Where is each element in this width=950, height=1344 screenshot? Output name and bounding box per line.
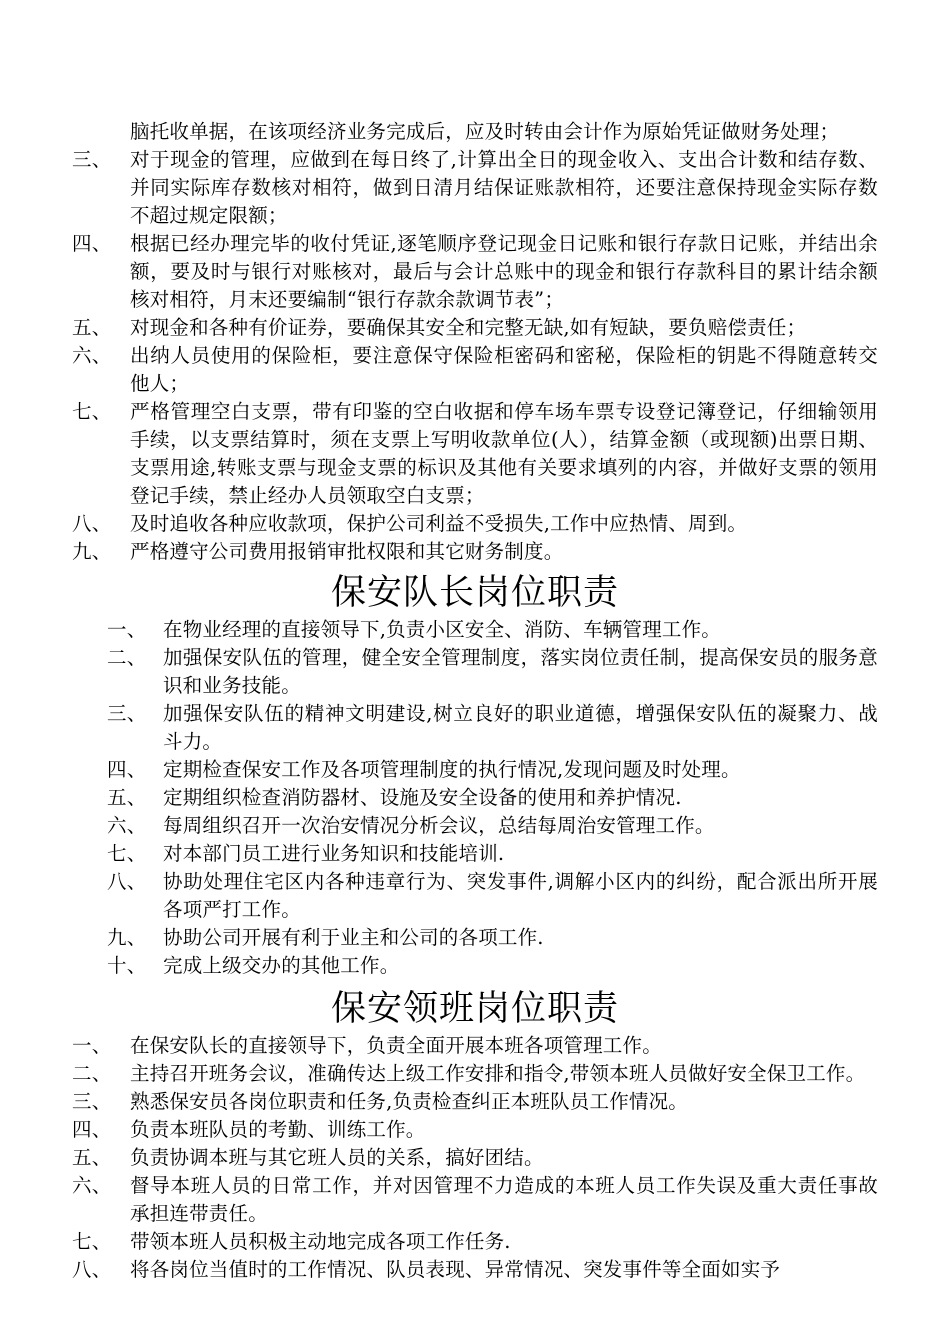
item-number: 七、: [72, 1230, 112, 1253]
item-text: 负责本班队员的考勤、训练工作。: [130, 1118, 426, 1141]
item-text: 带领本班人员积极主动地完成各项工作任务.: [130, 1230, 511, 1253]
list-item: [0, 644, 950, 700]
item-text: 定期组织检查消防器材、设施及安全设备的使用和养护情况.: [163, 786, 682, 809]
item-number: 九、: [107, 926, 147, 949]
item-number: 四、: [107, 758, 147, 781]
list-item: [0, 146, 950, 230]
item-number: 七、: [107, 842, 147, 865]
item-number: 四、: [72, 1118, 112, 1141]
item-number: 一、: [107, 618, 147, 641]
item-text: 出纳人员使用的保险柜，要注意保守保险柜密码和密秘，保险柜的钥匙不得随意转交他人；: [130, 344, 878, 395]
finance-duties-list: [0, 146, 950, 566]
item-number: 十、: [107, 954, 147, 977]
item-text: 在保安队长的直接领导下，负责全面开展本班各项管理工作。: [130, 1034, 662, 1057]
security-captain-list: [0, 616, 950, 980]
item-text: 在物业经理的直接领导下,负责小区安全、消防、车辆管理工作。: [163, 618, 721, 641]
list-item: [0, 398, 950, 510]
security-captain-section: [0, 616, 950, 980]
item-number: 五、: [72, 1146, 112, 1169]
item-text: 协助公司开展有利于业主和公司的各项工作.: [163, 926, 544, 949]
item-text: 严格遵守公司费用报销审批权限和其它财务制度。: [130, 540, 564, 563]
list-item: [0, 756, 950, 784]
list-item: [0, 1172, 950, 1228]
item-text: 及时追收各种应收款项，保护公司利益不受损失,工作中应热情、周到。: [130, 512, 748, 535]
list-item: [0, 616, 950, 644]
item-number: 五、: [72, 316, 112, 339]
item-number: 八、: [72, 1258, 112, 1281]
list-item: [0, 1060, 950, 1088]
item-number: 三、: [107, 702, 147, 725]
item-number: 三、: [72, 1090, 112, 1113]
item-text: 将各岗位当值时的工作情况、队员表现、异常情况、突发事件等全面如实予: [130, 1258, 781, 1281]
item-text: 定期检查保安工作及各项管理制度的执行情况,发现问题及时处理。: [163, 758, 741, 781]
list-item: [0, 1256, 950, 1284]
security-foreman-heading: 保安领班岗位职责: [330, 989, 619, 1029]
list-item: [0, 230, 950, 314]
item-text: 加强保安队伍的管理，健全安全管理制度，落实岗位责任制，提高保安员的服务意识和业务技能。: [163, 646, 878, 697]
finance-duties-section: [0, 118, 950, 566]
list-item: [0, 700, 950, 756]
item-text: 每周组织召开一次治安情况分析会议，总结每周治安管理工作。: [163, 814, 715, 837]
list-item: [0, 1116, 950, 1144]
security-foreman-list: [0, 1032, 950, 1284]
list-item: [0, 812, 950, 840]
item-number: 九、: [72, 540, 112, 563]
item-number: 二、: [107, 646, 147, 669]
list-item: [0, 840, 950, 868]
item-number: 一、: [72, 1034, 112, 1057]
item-number: 八、: [72, 512, 112, 535]
security-foreman-section: [0, 1032, 950, 1284]
item-text: 对现金和各种有价证券，要确保其安全和完整无缺,如有短缺，要负赔偿责任；: [130, 316, 807, 339]
list-item: [0, 1088, 950, 1116]
list-item: [0, 342, 950, 398]
security-captain-heading: 保安队长岗位职责: [330, 573, 619, 613]
list-item: [0, 538, 950, 566]
item-number: 八、: [107, 870, 147, 893]
item-number: 六、: [72, 1174, 112, 1197]
item-text: 主持召开班务会议，准确传达上级工作安排和指令,带领本班人员做好安全保卫工作。: [130, 1062, 866, 1085]
continuation-paragraph: 脑托收单据，在该项经济业务完成后，应及时转由会计作为原始凭证做财务处理；: [130, 120, 840, 143]
list-item: [0, 784, 950, 812]
list-item: [0, 1032, 950, 1060]
item-number: 七、: [72, 400, 112, 423]
item-text: 熟悉保安员各岗位职责和任务,负责检查纠正本班队员工作情况。: [130, 1090, 688, 1113]
item-text: 加强保安队伍的精神文明建设,树立良好的职业道德，增强保安队伍的凝聚力、战斗力。: [163, 702, 878, 753]
item-text: 对于现金的管理，应做到在每日终了,计算出全日的现金收入、支出合计数和结存数、并同实际库存数核对相符，做到日清月结保证账款相符，还要注意保持现金实际存数不超过规定限额；: [130, 148, 878, 227]
list-item: [0, 868, 950, 924]
item-text: 根据已经办理完毕的收付凭证,逐笔顺序登记现金日记账和银行存款日记账，并结出余额，要及时与银行对账核对，最后与会计总账中的现金和银行存款科目的累计结余额核对相符，月末还要编制“银行存款余款调节表”；: [130, 232, 878, 311]
list-item: [0, 314, 950, 342]
item-text: 协助处理住宅区内各种违章行为、突发事件,调解小区内的纠纷，配合派出所开展各项严打工作。: [163, 870, 878, 921]
item-text: 督导本班人员的日常工作，并对因管理不力造成的本班人员工作失误及重大责任事故承担连带责任。: [130, 1174, 878, 1225]
item-number: 三、: [72, 148, 112, 171]
item-number: 六、: [72, 344, 112, 367]
list-item: [0, 952, 950, 980]
item-number: 二、: [72, 1062, 112, 1085]
item-number: 四、: [72, 232, 112, 255]
document-page: [0, 118, 950, 1284]
item-number: 六、: [107, 814, 147, 837]
list-item: [0, 510, 950, 538]
list-item: [0, 1228, 950, 1256]
list-item: [0, 924, 950, 952]
item-text: 完成上级交办的其他工作。: [163, 954, 400, 977]
item-text: 严格管理空白支票，带有印鉴的空白收据和停车场车票专设登记簿登记，仔细输领用手续，以支票结算时，须在支票上写明收款单位(人），结算金额（或现额)出票日期、支票用途,转账支票与现金支票的标识及其他有关要求填列的内容，并做好支票的领用登记手续，禁止经办人员领取空白支票；: [130, 400, 878, 507]
list-item: [0, 1144, 950, 1172]
item-number: 五、: [107, 786, 147, 809]
item-text: 负责协调本班与其它班人员的关系，搞好团结。: [130, 1146, 544, 1169]
item-text: 对本部门员工进行业务知识和技能培训.: [163, 842, 505, 865]
